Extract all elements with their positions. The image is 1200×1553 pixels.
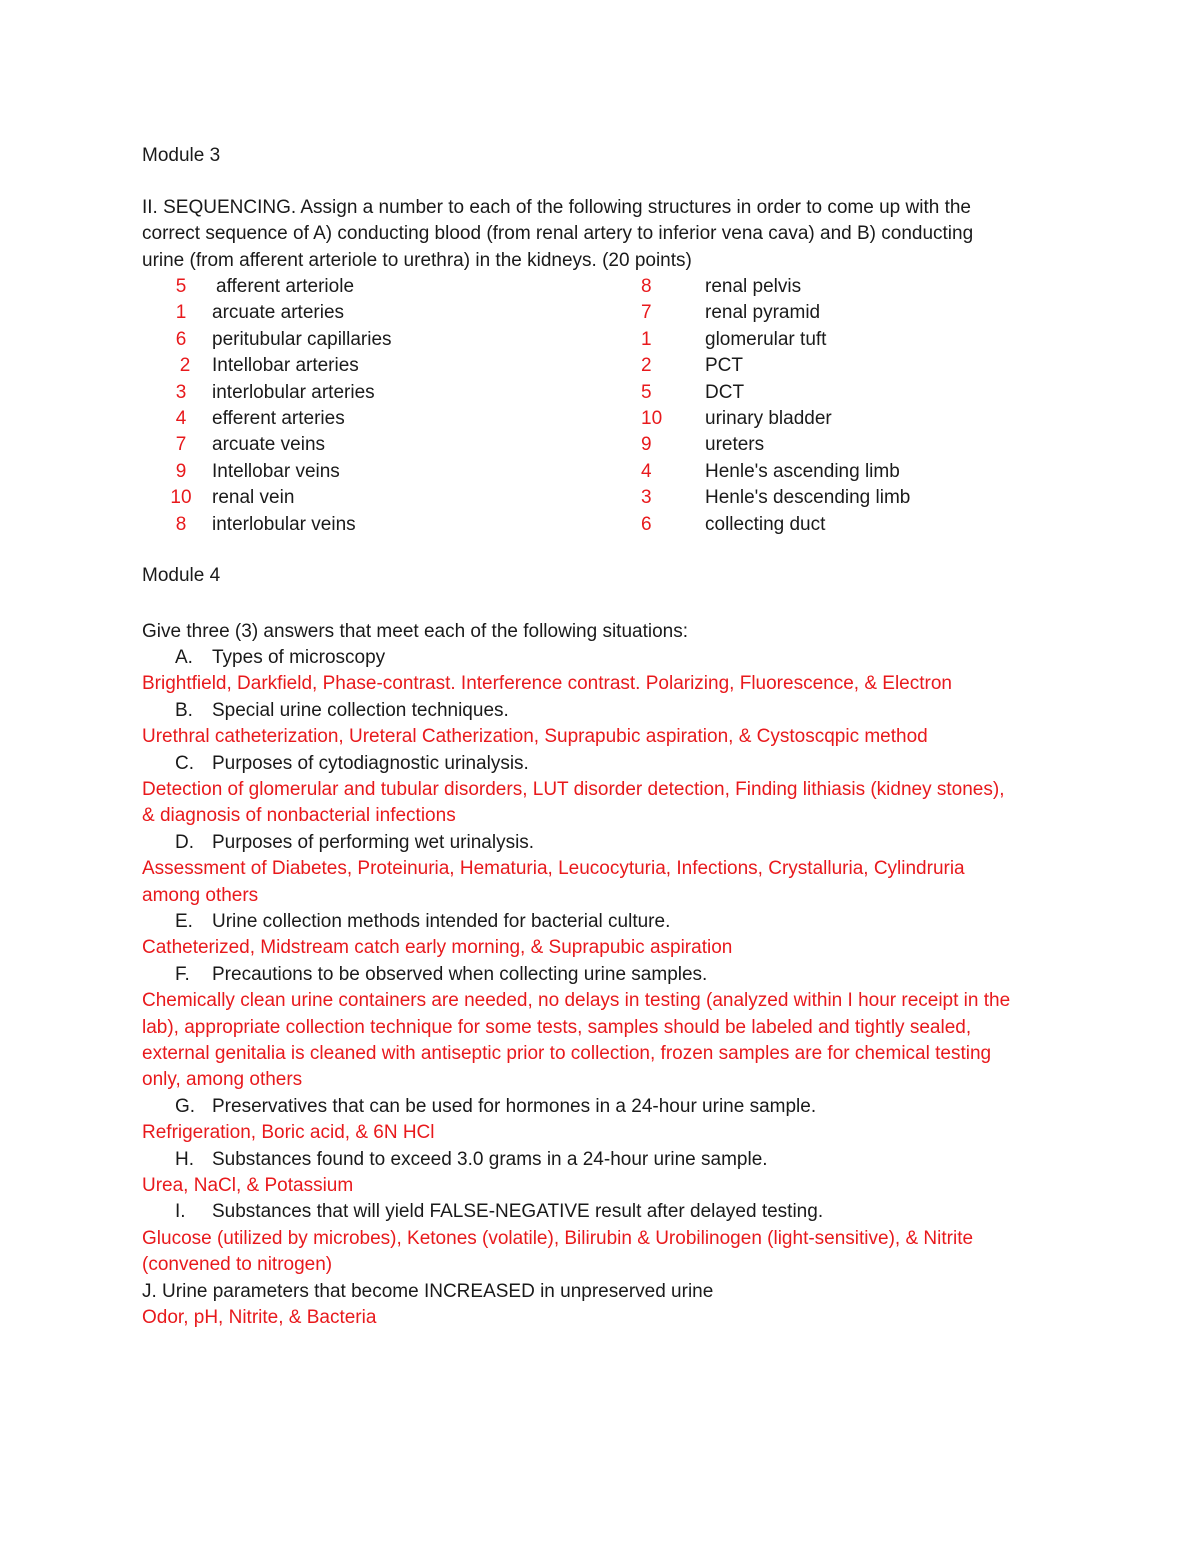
question-item <box>142 830 1062 856</box>
sequence-item <box>635 380 1055 406</box>
answer-line: only, among others <box>142 1069 303 1091</box>
question-letter: I. <box>175 1201 186 1223</box>
final-question: J. Urine parameters that become INCREASED in unpreserved urine <box>142 1280 714 1302</box>
sequence-item <box>142 512 562 538</box>
sequence-item <box>635 274 1055 300</box>
sequence-number: 8 <box>175 513 187 535</box>
sequence-item <box>635 353 1055 379</box>
question-item <box>142 751 1062 777</box>
blood-sequence-list <box>142 274 562 538</box>
sequence-item <box>142 327 562 353</box>
sequence-item <box>142 485 562 511</box>
question-item <box>142 909 1062 935</box>
urine-sequence-list <box>635 274 1055 538</box>
sequence-number: 3 <box>175 381 187 403</box>
answer-line: Glucose (utilized by microbes), Ketones (volatile), Bilirubin & Urobilinogen (light-sensitive), & Nitrite <box>142 1227 974 1249</box>
question-text: Precautions to be observed when collecting urine samples. <box>212 963 708 985</box>
question-item <box>142 1147 1062 1173</box>
sequence-item <box>142 459 562 485</box>
sequence-number: 4 <box>641 460 652 482</box>
sequence-item <box>635 512 1055 538</box>
sequence-number: 6 <box>641 513 652 535</box>
sequence-item <box>142 380 562 406</box>
answer-text <box>142 724 1062 750</box>
sequence-number: 8 <box>641 276 652 297</box>
sequence-item <box>142 300 562 326</box>
answer-line: & diagnosis of nonbacterial infections <box>142 805 456 827</box>
question-text: Types of microscopy <box>212 647 386 668</box>
answer-text <box>142 1120 1062 1146</box>
answer-text <box>142 1173 1062 1199</box>
question-item <box>142 698 1062 724</box>
sequence-label: renal vein <box>212 487 295 509</box>
answer-text <box>142 777 1062 830</box>
sequence-label: interlobular arteries <box>212 381 375 403</box>
sequence-item <box>635 485 1055 511</box>
sequence-label: Henle's ascending limb <box>705 460 900 482</box>
question-letter: E. <box>175 911 193 932</box>
answer-line: (convened to nitrogen) <box>142 1254 333 1276</box>
sequence-label: arcuate veins <box>212 434 326 456</box>
answer-line: Urethral catheterization, Ureteral Catherization, Suprapubic aspiration, & Cystoscqpic method <box>142 726 928 748</box>
sequence-label: urinary bladder <box>705 407 832 429</box>
answer-text <box>142 935 1062 961</box>
question-text: Urine collection methods intended for bacterial culture. <box>212 911 671 932</box>
sequence-label: afferent arteriole <box>216 276 355 297</box>
answer-line: external genitalia is cleaned with antiseptic prior to collection, frozen samples are for chemical testing <box>142 1043 992 1064</box>
question-text: Special urine collection techniques. <box>212 699 509 721</box>
sequence-number: 2 <box>179 355 191 377</box>
question-letter: A. <box>175 647 193 668</box>
sequence-label: Intellobar veins <box>212 460 340 482</box>
sequence-label: collecting duct <box>705 513 826 535</box>
sequence-number: 4 <box>175 407 187 429</box>
sequence-item <box>142 432 562 458</box>
answer-line: Brightfield, Darkfield, Phase-contrast. Interference contrast. Polarizing, Fluorescence, & Electron <box>142 673 952 695</box>
sequence-label: efferent arteries <box>212 407 345 429</box>
module-4-intro: Give three (3) answers that meet each of the following situations: <box>142 621 688 642</box>
sequence-label: DCT <box>705 381 745 403</box>
answer-text <box>142 671 1062 697</box>
instructions-line: urine (from afferent arteriole to urethra) in the kidneys. (20 points) <box>142 249 692 271</box>
sequence-number: 10 <box>170 487 192 509</box>
sequence-number: 7 <box>175 434 187 456</box>
answer-line: Refrigeration, Boric acid, & 6N HCl <box>142 1122 435 1144</box>
answer-line: among others <box>142 884 259 906</box>
module-3-heading: Module 3 <box>142 145 221 166</box>
question-text: Substances that will yield FALSE-NEGATIVE result after delayed testing. <box>212 1201 824 1223</box>
sequence-number: 7 <box>641 302 652 324</box>
question-item <box>142 1199 1062 1225</box>
sequence-label: arcuate arteries <box>212 302 345 324</box>
sequence-label: ureters <box>705 434 765 456</box>
question-letter: G. <box>175 1095 196 1117</box>
sequence-label: renal pyramid <box>705 302 821 324</box>
question-text: Preservatives that can be used for hormones in a 24-hour urine sample. <box>212 1095 817 1117</box>
sequence-item <box>635 459 1055 485</box>
sequence-item <box>142 406 562 432</box>
sequence-item <box>635 327 1055 353</box>
final-answer: Odor, pH, Nitrite, & Bacteria <box>142 1307 377 1329</box>
sequence-label: renal pelvis <box>705 276 802 297</box>
sequence-number: 9 <box>175 460 187 482</box>
sequence-number: 3 <box>641 487 652 509</box>
question-letter: D. <box>175 831 194 853</box>
answer-line: Detection of glomerular and tubular disorders, LUT disorder detection, Finding lithiasis (kidney stones), <box>142 778 1005 800</box>
question-letter: F. <box>175 963 190 985</box>
question-item <box>142 645 1062 671</box>
sequence-label: PCT <box>705 355 743 377</box>
instructions-line: correct sequence of A) conducting blood (from renal artery to inferior vena cava) and B) conducting <box>142 223 974 245</box>
sequence-label: Henle's descending limb <box>705 487 911 509</box>
sequence-number: 5 <box>175 276 187 297</box>
answer-line: lab), appropriate collection technique for some tests, samples should be labeled and tightly sealed, <box>142 1016 972 1038</box>
answer-text <box>142 988 1062 1094</box>
sequence-number: 1 <box>175 302 187 324</box>
module-4-heading: Module 4 <box>142 565 221 586</box>
question-answer-list <box>142 645 1062 1331</box>
sequence-label: Intellobar arteries <box>212 355 359 377</box>
sequence-item <box>635 432 1055 458</box>
sequence-number: 6 <box>175 328 187 350</box>
question-letter: B. <box>175 699 193 721</box>
answer-text <box>142 1226 1062 1279</box>
question-letter: C. <box>175 752 194 774</box>
sequence-label: glomerular tuft <box>705 328 827 350</box>
question-item <box>142 1094 1062 1120</box>
sequence-number: 1 <box>641 328 652 350</box>
sequence-number: 10 <box>641 407 663 429</box>
sequence-number: 9 <box>641 434 652 456</box>
answer-line: Assessment of Diabetes, Proteinuria, Hematuria, Leucocyturia, Infections, Crystalluria, Cylindruria <box>142 858 965 880</box>
sequence-number: 2 <box>641 355 652 377</box>
instructions-line: II. SEQUENCING. Assign a number to each of the following structures in order to come up with the <box>142 197 971 218</box>
question-text: Purposes of cytodiagnostic urinalysis. <box>212 752 529 774</box>
answer-line: Urea, NaCl, & Potassium <box>142 1175 354 1196</box>
sequence-label: interlobular veins <box>212 513 356 535</box>
question-text: Substances found to exceed 3.0 grams in a 24-hour urine sample. <box>212 1148 768 1170</box>
sequence-number: 5 <box>641 381 652 403</box>
sequencing-instructions <box>142 195 1042 274</box>
question-item <box>142 962 1062 988</box>
sequence-item <box>142 353 562 379</box>
answer-line: Chemically clean urine containers are needed, no delays in testing (analyzed within I hour receipt in the <box>142 990 1011 1012</box>
question-letter: H. <box>175 1148 194 1170</box>
answer-text <box>142 856 1062 909</box>
sequence-label: peritubular capillaries <box>212 328 392 350</box>
answer-line: Catheterized, Midstream catch early morning, & Suprapubic aspiration <box>142 937 733 959</box>
question-text: Purposes of performing wet urinalysis. <box>212 831 535 853</box>
sequence-item <box>142 274 562 300</box>
sequence-item <box>635 406 1055 432</box>
sequence-item <box>635 300 1055 326</box>
